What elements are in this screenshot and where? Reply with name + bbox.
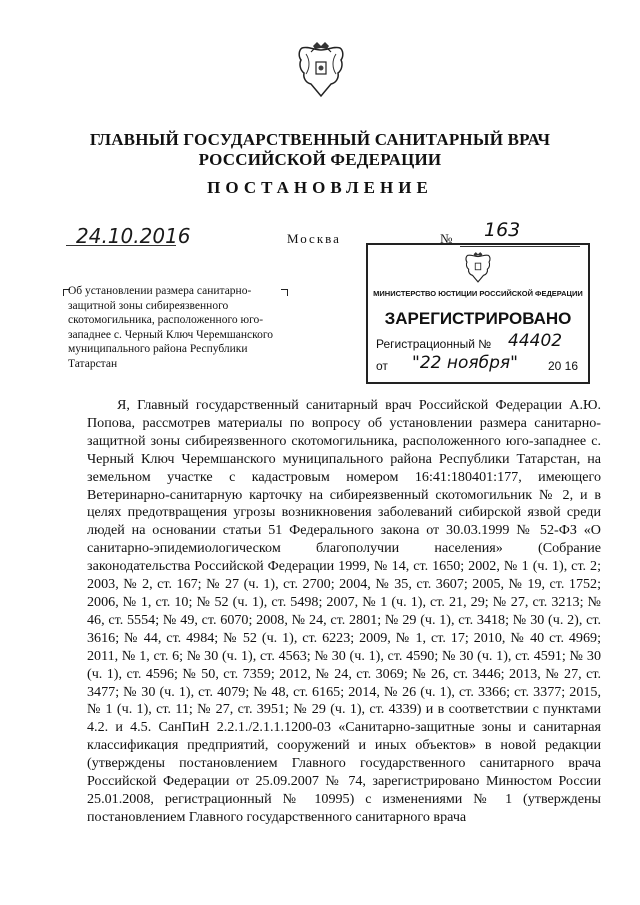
stamp-registered: ЗАРЕГИСТРИРОВАНО <box>384 309 572 328</box>
decree-subject: Об установлении размера санитарно-защитной зоны сибиреязвенного скотомогильника, расположенного юго-западнее с. Черный Ключ Черемшанского муниципального района Республики Татарстан <box>68 285 274 370</box>
decree-date: 24.10.2016 <box>76 224 191 248</box>
stamp-reg-number: 44402 <box>508 331 563 351</box>
stamp-from-date: "22 ноября" <box>412 353 518 373</box>
number-label: № <box>440 231 453 246</box>
stamp-ministry: МИНИСТЕРСТВО ЮСТИЦИИ РОССИЙСКОЙ ФЕДЕРАЦИИ <box>373 289 583 298</box>
stamp-emblem-icon <box>464 251 492 283</box>
stamp-reg-label: Регистрационный № <box>376 337 492 351</box>
decree-body <box>87 397 601 827</box>
registration-stamp <box>366 243 590 384</box>
stamp-year: 20 16 <box>548 359 579 373</box>
coat-of-arms-icon <box>296 40 346 98</box>
body-paragraph: Я, Главный государственный санитарный врач Российской Федерации А.Ю. Попова, рассмотрев материалы по вопросу об установлении размера санитарно-защитной зоны сибиреязвенного скотомогильника, расположенного юго-западнее с. Черный Ключ Черемшанского муниципального района Республики Татарстан, на земельном участке с кадастровым номером 16:41:180401:177, имеющего Ветеринарно-санитарную карточку на сибиреязвенный скотомогильник № 2, и в целях предотвращения угрозы возникновения заболеваний сибирской язвой среди людей на основании статьи 51 Федерального закона от 30.03.1999 № 52-ФЗ «О санитарно-эпидемиологическом благополучии населения» (Собрание законодательства Российской Федерации 1999, № 14, ст. 1650; 2002, № 1 (ч. 1), ст. 2; 2003, № 2, ст. 167; № 27 (ч. 1), ст. 2700; 2004, № 35, ст. 3607; 2005, № 19, ст. 1752; 2006, № 1, ст. 10; № 52 (ч. 1), ст. 5498; 2007, № 1 (ч. 1), ст. 21, 29; № 27, ст. 3213; № 46, ст. 5554; № 49, ст. 6070; 2008, № 24, ст. 2801; № 29 (ч. 1), ст. 3418; № 30 (ч. 2), ст. 3616; № 44, ст. 4984; № 52 (ч. 1), ст. 6223; 2009, № 1, ст. 17; 2010, № 40 ст. 4969; 2011, № 1, ст. 6; № 30 (ч. 1), ст. 4563; № 30 (ч. 1), ст. 4590; № 30 (ч. 1), ст. 4591; № 30 (ч. 1), ст. 4596; № 50, ст. 7359; 2012, № 24, ст. 3069; № 26, ст. 3446; 2013, № 27, ст. 3477; № 30 (ч. 1), ст. 4079; № 48, ст. 6165; 2014, № 26 (ч. 1), ст. 3366; ст. 3377; 2015, № 1 (ч. 1), ст. 11; № 27, ст. 3951; № 29 (ч. 1), ст. 4339) и в соответствии с пунктами 4.2. и 4.5. СанПиН 2.2.1./2.1.1.1200-03 «Санитарно-защитные зоны и санитарная классификация предприятий, сооружений и иных объектов» в новой редакции (утверждены постановлением Главного государственного санитарного врача Российской Федерации от 25.09.2007 № 74, зарегистрировано Минюстом России 25.01.2008, регистрационный № 10995) с изменениями № 1 (утверждены постановлением Главного государственного санитарного врача <box>87 397 601 825</box>
document-type: ПОСТАНОВЛЕНИЕ <box>207 178 433 197</box>
date-underline <box>66 245 176 246</box>
stamp-from-label: от <box>376 359 388 373</box>
issuer-title-country: РОССИЙСКОЙ ФЕДЕРАЦИИ <box>198 150 442 169</box>
issuer-title: ГЛАВНЫЙ ГОСУДАРСТВЕННЫЙ САНИТАРНЫЙ ВРАЧ <box>89 130 551 149</box>
city: Москва <box>287 231 341 246</box>
decree-number: 163 <box>484 219 521 241</box>
